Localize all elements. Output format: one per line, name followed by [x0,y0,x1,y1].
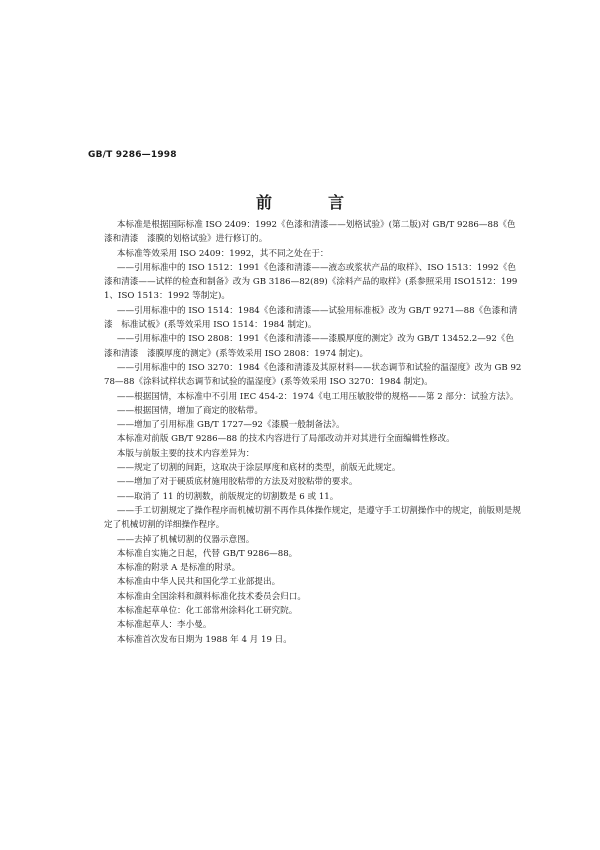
paragraph: 本标准由全国涂料和颜料标准化技术委员会归口。 [116,591,306,602]
paragraph: 本标准是根据国际标准 ISO 2409：1992《色漆和清漆——划格试验》(第二版)对 GB/T 9286—88《色漆和清漆 漆膜的划格试验》进行修订的。 [104,220,516,245]
paragraph: 本标准等效采用 ISO 2409：1992，其不同之处在于： [116,248,329,259]
paragraph: ——引用标准中的 ISO 3270：1984《色漆和清漆及其原材料——状态调节和试验的温湿度》改为 GB 9278—88《涂料试样状态调节和试验的温湿度》(系等效采用 ISO 3270：1984 制定)。 [104,362,522,388]
standard-code: GB/T 9286—1998 [88,150,177,160]
paragraph: ——去掉了机械切割的仪器示意图。 [116,534,255,545]
paragraph: ——根据国情，本标准中不引用 IEC 454-2：1974《电工用压敏胶带的规格——第 2 部分：试验方法》。 [116,391,519,402]
paragraph: 本版与前版主要的技术内容差异为： [116,448,255,459]
paragraph: 本标准起草单位：化工部常州涂料化工研究院。 [116,606,298,617]
paragraph: ——根据国情，增加了商定的胶粘带。 [116,405,263,416]
paragraph: 本标准的附录 A 是标准的附录。 [116,563,241,574]
paragraph: ——规定了切割的间距，这取决于涂层厚度和底材的类型，前版无此规定。 [116,463,401,474]
page-title: 前 言 [255,193,364,212]
paragraph: ——引用标准中的 ISO 2808：1991《色漆和清漆——漆膜厚度的测定》改为 GB/T 13452.2—92《色漆和清漆 漆膜厚度的测定》(系等效采用 ISO 2808：1974 制定)。 [104,334,514,359]
paragraph: 本标准首次发布日期为 1988 年 4 月 19 日。 [116,634,292,645]
paragraph: ——手工切割规定了操作程序而机械切割不再作具体操作规定，是遵守手工切割操作中的规定，前版则是规定了机械切割的详细操作程序。 [104,505,521,531]
paragraph: ——增加了引用标准 GB/T 1727—92《漆膜一般制备法》。 [116,420,345,431]
paragraph: ——引用标准中的 ISO 1512：1991《色漆和清漆——液态或浆状产品的取样》、ISO 1513：1992《色漆和清漆——试样的检查和制备》改为 GB 3186—82(89)《涂料产品的取样》(系参照采用 ISO1512：1991、ISO 1513：1992 等制定)。 [104,262,518,302]
paragraph: 本标准起草人：李小曼。 [116,620,212,631]
preface-body [104,218,522,647]
paragraph: ——取消了 11 的切割数，前版规定的切割数是 6 或 11。 [116,491,339,502]
paragraph: 本标准自实施之日起，代替 GB/T 9286—88。 [116,548,298,559]
paragraph: 本标准由中华人民共和国化学工业部提出。 [116,577,281,588]
paragraph: ——引用标准中的 ISO 1514：1984《色漆和清漆——试验用标准板》改为 GB/T 9271—88《色漆和清漆 标准试板》(系等效采用 ISO 1514：1984 制定)。 [104,305,518,331]
paragraph: 本标准对前版 GB/T 9286—88 的技术内容进行了局部改动并对其进行全面编辑性修改。 [116,434,455,445]
paragraph: ——增加了对于硬质底材施用胶粘带的方法及对胶粘带的要求。 [116,477,358,488]
